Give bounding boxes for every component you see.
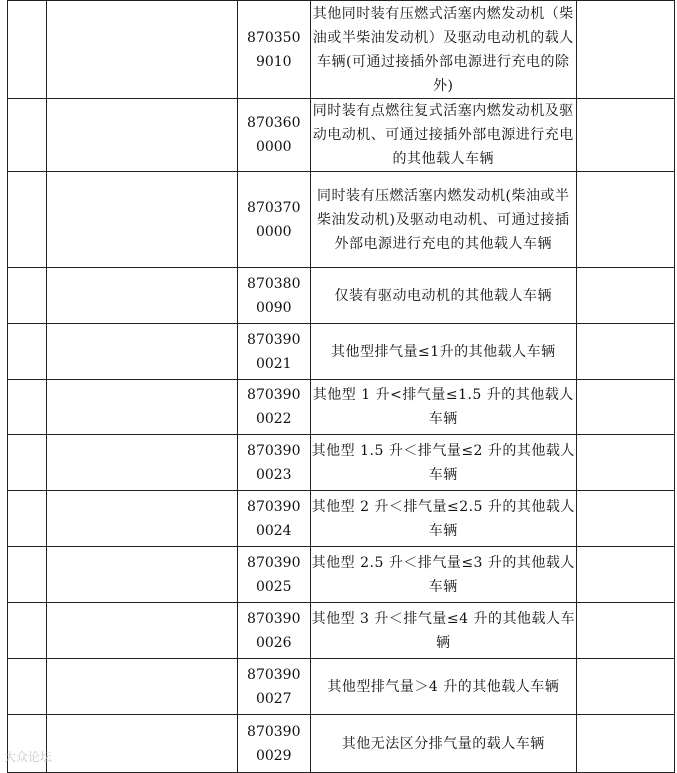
table-row — [8, 99, 675, 172]
vehicle-description-cell: 其他型排气量≤1升的其他载人车辆 — [310, 324, 576, 380]
table-row — [8, 715, 675, 773]
hs-code-part-2: 0090 — [255, 299, 292, 316]
hs-code-part-1: 870390 — [247, 331, 301, 348]
blank-cell-right — [576, 491, 674, 547]
blank-cell-left — [8, 547, 47, 603]
vehicle-description-cell: 其他型 1.5 升＜排气量≤2 升的其他载人车辆 — [310, 435, 576, 491]
blank-cell-left — [8, 603, 47, 659]
hs-code-cell — [237, 172, 310, 268]
hs-code-part-2: 0024 — [255, 522, 292, 539]
hs-code-cell — [237, 547, 310, 603]
hs-code-cell — [237, 491, 310, 547]
blank-cell-right — [576, 324, 674, 380]
table-row — [8, 324, 675, 380]
blank-cell-left — [8, 659, 47, 715]
blank-cell-name — [47, 603, 238, 659]
blank-cell-right — [576, 268, 674, 324]
hs-code-cell — [237, 324, 310, 380]
table-body — [8, 1, 675, 773]
hs-code-part-1: 870360 — [247, 115, 301, 131]
hs-code-part-1: 870390 — [247, 666, 301, 683]
hs-code-part-2: 0021 — [255, 355, 292, 372]
hs-code-part-1: 870390 — [247, 610, 301, 627]
blank-cell-left — [8, 324, 47, 380]
hs-code-part-1: 870390 — [247, 442, 301, 459]
hs-code-part-2: 0000 — [255, 223, 292, 240]
blank-cell-right — [576, 435, 674, 491]
blank-cell-name — [47, 1, 238, 99]
vehicle-description-cell: 其他同时装有压燃式活塞内燃发动机（柴油或半柴油发动机）及驱动电动机的载人车辆(可通过接插外部电源进行充电的除外) — [310, 1, 576, 99]
table-row — [8, 659, 675, 715]
hs-code-part-1: 870390 — [247, 387, 301, 403]
hs-code-cell — [237, 99, 310, 172]
blank-cell-right — [576, 380, 674, 435]
blank-cell-name — [47, 380, 238, 435]
hs-code-part-1: 870390 — [247, 723, 301, 740]
table-row — [8, 172, 675, 268]
watermark: 大众论坛 — [4, 750, 53, 764]
vehicle-description-cell: 其他型 2.5 升＜排气量≤3 升的其他载人车辆 — [310, 547, 576, 603]
blank-cell-left — [8, 268, 47, 324]
blank-cell-right — [576, 1, 674, 99]
hs-code-cell — [237, 603, 310, 659]
blank-cell-name — [47, 324, 238, 380]
hs-code-part-1: 870370 — [247, 199, 301, 216]
table-row — [8, 491, 675, 547]
blank-cell-right — [576, 603, 674, 659]
hs-code-cell — [237, 268, 310, 324]
blank-cell-name — [47, 435, 238, 491]
table-row — [8, 547, 675, 603]
hs-code-part-2: 0027 — [255, 690, 292, 707]
blank-cell-right — [576, 659, 674, 715]
table-row — [8, 1, 675, 99]
vehicle-description-cell: 其他型 3 升＜排气量≤4 升的其他载人车辆 — [310, 603, 576, 659]
hs-code-part-1: 870390 — [247, 498, 301, 515]
blank-cell-right — [576, 547, 674, 603]
blank-cell-name — [47, 268, 238, 324]
blank-cell-left — [8, 435, 47, 491]
blank-cell-name — [47, 172, 238, 268]
hs-code-part-2: 0023 — [255, 466, 292, 483]
blank-cell-right — [576, 172, 674, 268]
blank-cell-name — [47, 99, 238, 172]
hs-code-part-1: 870390 — [247, 554, 301, 571]
vehicle-description-cell: 其他型 1 升<排气量≤1.5 升的其他载人车辆 — [310, 380, 576, 435]
vehicle-description-cell: 同时装有点燃往复式活塞内燃发动机及驱动电动机、可通过接插外部电源进行充电的其他载人车辆 — [310, 99, 576, 172]
hs-code-part-1: 870380 — [247, 275, 301, 292]
blank-cell-left — [8, 1, 47, 99]
hs-code-cell — [237, 715, 310, 773]
blank-cell-right — [576, 99, 674, 172]
table-row — [8, 603, 675, 659]
blank-cell-left — [8, 491, 47, 547]
hs-code-cell — [237, 659, 310, 715]
hs-code-cell — [237, 435, 310, 491]
blank-cell-left — [8, 99, 47, 172]
blank-cell-name — [47, 547, 238, 603]
hs-code-part-2: 0022 — [255, 411, 292, 427]
blank-cell-left — [8, 380, 47, 435]
hs-code-part-2: 0026 — [255, 634, 292, 651]
vehicle-description-cell: 仅装有驱动电动机的其他载人车辆 — [310, 268, 576, 324]
vehicle-description-cell: 其他型排气量＞4 升的其他载人车辆 — [310, 659, 576, 715]
hs-code-part-2: 0029 — [255, 747, 292, 764]
tariff-code-table — [7, 0, 675, 773]
table-row — [8, 380, 675, 435]
vehicle-description-cell: 其他型 2 升＜排气量≤2.5 升的其他载人车辆 — [310, 491, 576, 547]
hs-code-cell — [237, 380, 310, 435]
blank-cell-name — [47, 659, 238, 715]
hs-code-part-2: 9010 — [255, 53, 292, 70]
blank-cell-name — [47, 715, 238, 773]
blank-cell-right — [576, 715, 674, 773]
hs-code-part-2: 0025 — [255, 578, 292, 595]
blank-cell-name — [47, 491, 238, 547]
blank-cell-left — [8, 172, 47, 268]
hs-code-part-2: 0000 — [255, 139, 292, 155]
table-row — [8, 435, 675, 491]
vehicle-description-cell: 同时装有压燃活塞内燃发动机(柴油或半柴油发动机)及驱动电动机、可通过接插外部电源进行充电的其他载人车辆 — [310, 172, 576, 268]
hs-code-part-1: 870350 — [247, 29, 301, 46]
hs-code-cell — [237, 1, 310, 99]
vehicle-description-cell: 其他无法区分排气量的载人车辆 — [310, 715, 576, 773]
table-row — [8, 268, 675, 324]
